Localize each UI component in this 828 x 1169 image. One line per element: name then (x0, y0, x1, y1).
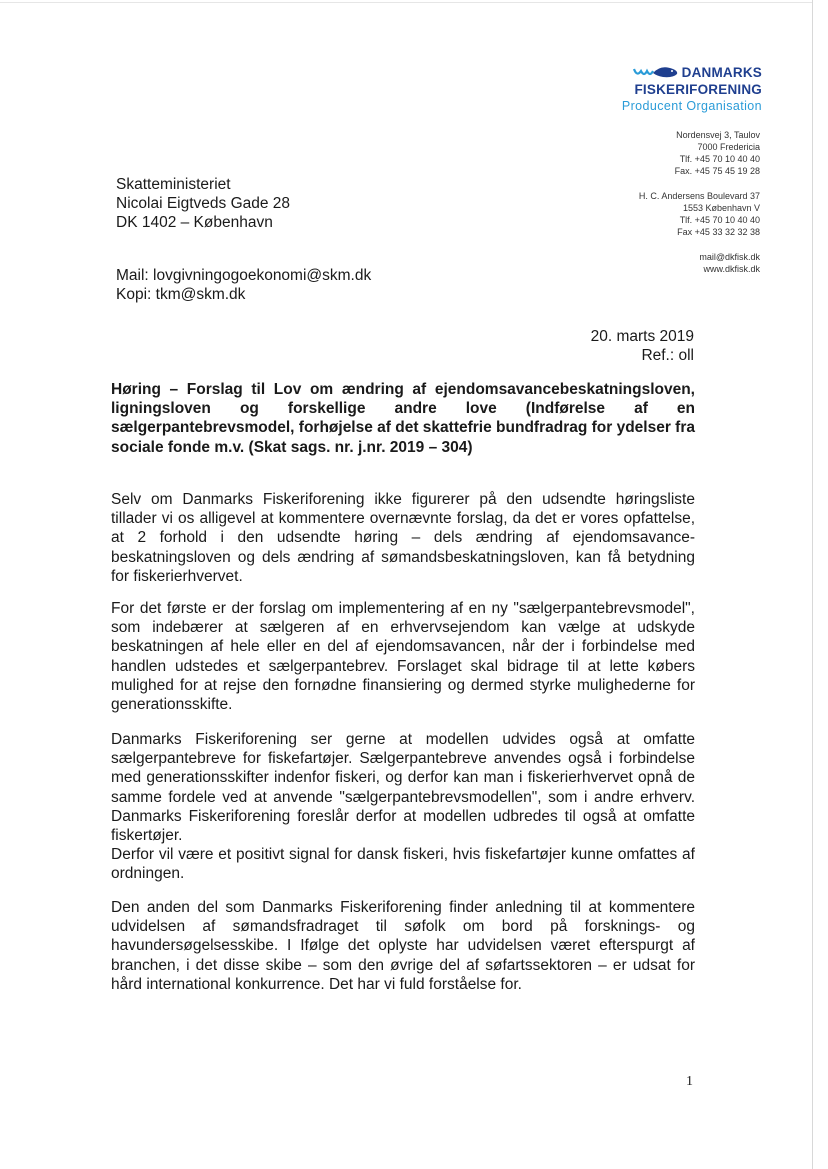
organization-logo (612, 64, 762, 114)
logo-text-line1: DANMARKS (681, 65, 762, 80)
address-line: Nordensvej 3, Taulov (676, 130, 760, 140)
paragraph-text: Danmarks Fiskeriforening ser gerne at modellen udvides også at omfatte sælgerpantebreve for fiskefartøjer. Sælgerpantebreve anvendes også i forbindelse med generationsskifter indenfor fiskeri, og derfor kan man i fiskerierhvervet opnå de samme fordele ved at anvende "sælgerpantebrevsmodellen", som i andre erhverv. Danmarks Fiskeriforening foreslår derfor at modellen udbredes til også at omfatte fiskertøjer. (111, 731, 695, 845)
paragraph-text: For det første er der forslag om implementering af en ny "sælgerpantebrevsmodel", som indebærer at sælgeren af en erhvervsejendom kan vælge at udskyde beskatningen af hele eller en del af ejendomsavancen, når der i forbindelse med handlen udstedes et sælgerpantebrev. Forslaget skal bidrage til at lette købers mulighed for at rejse den fornødne finansiering og dermed styrke mulighederne for generationsskifte. (111, 600, 695, 714)
sender-address-copenhagen (639, 190, 760, 238)
fax-line: Fax. +45 75 45 19 28 (674, 166, 760, 176)
page-top-border (0, 2, 812, 3)
paragraph-1 (111, 490, 695, 586)
reference: Ref.: oll (641, 347, 694, 364)
paragraph-text: Selv om Danmarks Fiskeriforening ikke figurerer på den udsendte høringsliste tillader vi os alligevel at kommentere overnævnte forslag, da det er vores opfattelse, at 2 forhold i den udsendte høring – dels ændring af ejendomsavance-beskatningsloven og dels ændring af sømandsbeskatningsloven, kan få betydning for fiskerierhvervet. (111, 491, 695, 585)
fish-logo-icon (633, 65, 679, 81)
heading-text: Høring – Forslag til Lov om ændring af ejendomsavancebeskatningsloven, ligningsloven og forskellige andre love (Indførelse af en sælgerpantebrevsmodel, forhøjelse af det skattefrie bundfradrag for ydelser fra sociale fonde m.v. (Skat sags. nr. j.nr. 2019 – 304) (111, 381, 695, 456)
address-line: H. C. Andersens Boulevard 37 (638, 191, 760, 201)
paragraph-4 (111, 898, 695, 994)
recipient-street: Nicolai Eigtveds Gade 28 (116, 195, 291, 212)
paragraph-2 (111, 599, 695, 714)
letter-date: 20. marts 2019 (590, 328, 694, 345)
date-block (591, 327, 694, 365)
letter-heading (111, 380, 695, 457)
address-line: 1553 København V (682, 203, 760, 213)
recipient-address (116, 175, 290, 232)
sender-address-taulov (675, 129, 760, 177)
logo-tagline: Producent Organisation (621, 99, 762, 113)
phone-line: Tlf. +45 70 10 40 40 (679, 154, 760, 164)
sender-email: mail@dkfisk.dk (699, 252, 760, 262)
recipient-name: Skatteministeriet (116, 176, 231, 193)
sender-contact (699, 251, 760, 275)
phone-line: Tlf. +45 70 10 40 40 (679, 215, 760, 225)
copy-line: Kopi: tkm@skm.dk (116, 286, 246, 303)
recipient-city: DK 1402 – København (116, 214, 273, 231)
paragraph-text: Derfor vil være et positivt signal for dansk fiskeri, hvis fiskefartøjer kunne omfattes af ordningen. (111, 846, 695, 883)
fax-line: Fax +45 33 32 32 38 (677, 227, 760, 237)
sender-website: www.dkfisk.dk (703, 264, 760, 274)
page-number: 1 (686, 1074, 693, 1089)
mail-block (116, 266, 371, 304)
mail-line: Mail: lovgivningogoekonomi@skm.dk (116, 267, 372, 284)
logo-text-line2: FISKERIFORENING (634, 82, 762, 97)
address-line: 7000 Fredericia (697, 142, 760, 152)
paragraph-3 (111, 730, 695, 884)
paragraph-text: Den anden del som Danmarks Fiskeriforening finder anledning til at kommentere udvidelsen af sømandsfradraget til søfolk om bord på forsknings- og havundersøgelsesskibe. I Ifølge det oplyste har udvidelsen været efterspurgt af branchen, i det disse skibe – som den øvrige del af søfartssektoren – er udsat for hård international konkurrence. Det har vi fuld forståelse for. (111, 899, 695, 993)
